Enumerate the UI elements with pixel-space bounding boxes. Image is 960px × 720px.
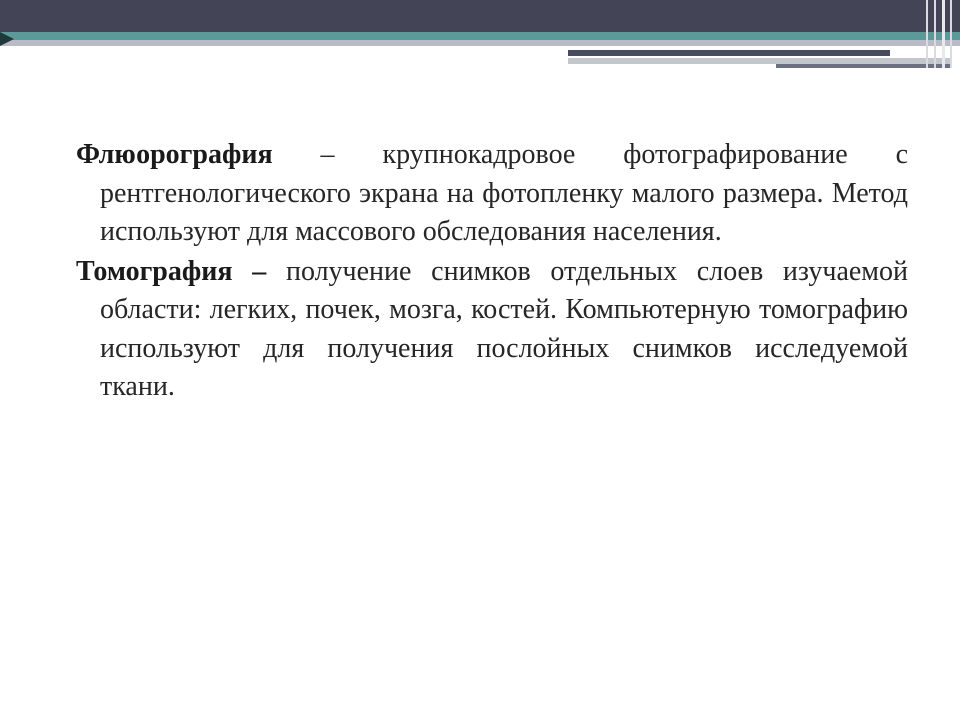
- header-vertical-line: [926, 0, 928, 68]
- header-vertical-line: [942, 0, 945, 68]
- definition-tomography: получение снимков отдельных слоев изучаемой области: легких, почек, мозга, костей. Компьютерную томографию используют для получения послойных снимков исследуемой ткани.: [100, 255, 909, 402]
- header-accent-bar: [0, 32, 960, 40]
- header-stripe-dark: [568, 50, 890, 56]
- paragraph-tomography: [76, 253, 908, 407]
- slide-body: [76, 136, 908, 408]
- header-bar: [0, 0, 960, 32]
- header-vertical-line: [934, 0, 936, 68]
- definition-fluorography: – крупнокадровое фотографирование с рентгенологического экрана на фотопленку малого размера. Метод используют для массового обследования населения.: [100, 139, 908, 247]
- header-vertical-line: [950, 0, 952, 68]
- header-triangle-decoration: [0, 32, 14, 46]
- paragraph-fluorography: [76, 136, 908, 252]
- term-fluorography: Флюорография: [76, 139, 273, 170]
- term-tomography: Томография –: [76, 255, 267, 287]
- header-underline: [0, 40, 960, 46]
